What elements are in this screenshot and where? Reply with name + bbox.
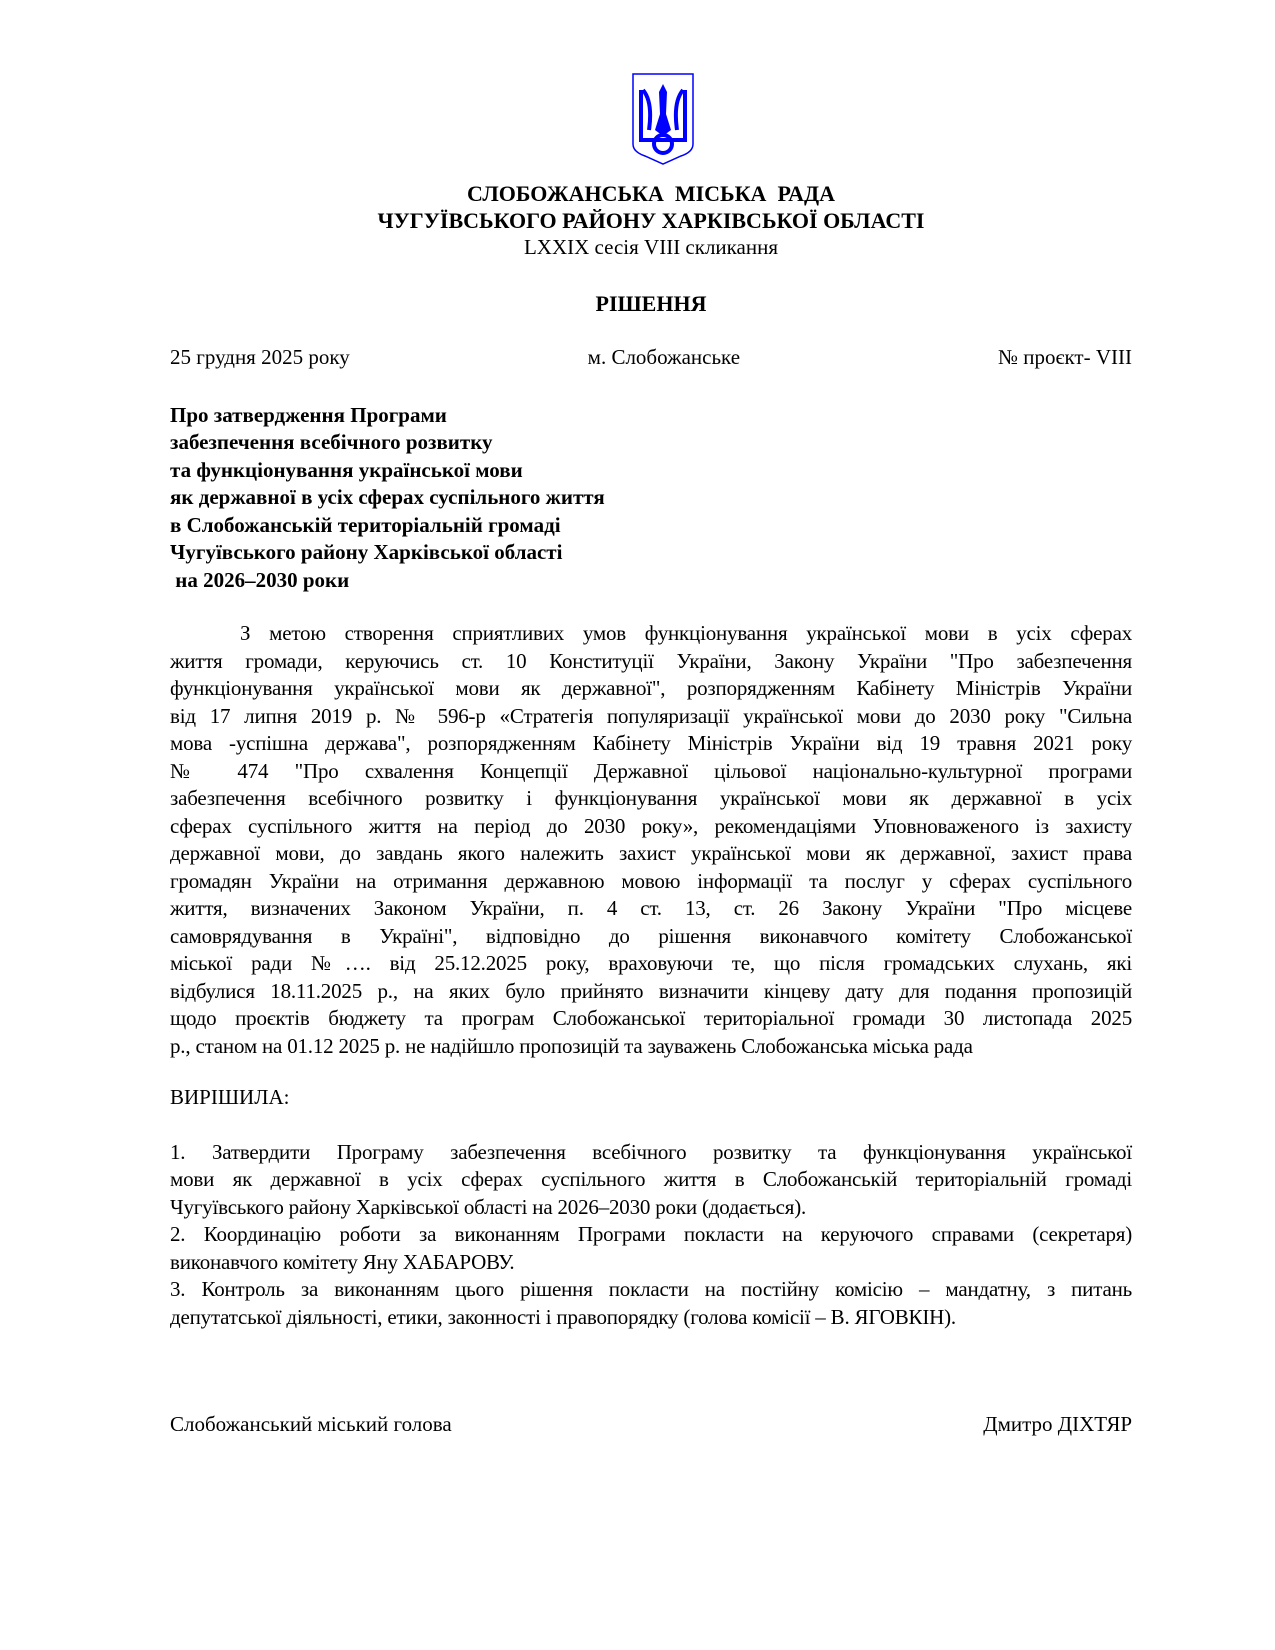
item-line: Чугуївського району Харківської області на 2026–2030 роки (додається). bbox=[170, 1194, 807, 1219]
title-line: як державної в усіх сферах суспільного життя bbox=[170, 485, 605, 509]
council-name: СЛОБОЖАНСЬКА МІСЬКА РАДА bbox=[467, 181, 835, 206]
signature-position: Слобожанський міський голова bbox=[170, 1412, 452, 1436]
date-place-number-row bbox=[170, 344, 1132, 372]
district-name: ЧУГУЇВСЬКОГО РАЙОНУ ХАРКІВСЬКОЇ ОБЛАСТІ bbox=[377, 208, 925, 233]
preamble-line: функціонування української мови як державної", розпорядженням Кабінету Міністрів України bbox=[170, 676, 1132, 700]
title-line: забезпечення всебічного розвитку bbox=[170, 430, 493, 454]
resolved-heading: ВИРІШИЛА: bbox=[170, 1085, 290, 1109]
item-line: 2. Координацію роботи за виконанням Програми покласти на керуючого справами (секретаря) bbox=[170, 1222, 1132, 1246]
item-line: 1. Затвердити Програму забезпечення всебічного розвитку та функціонування української bbox=[170, 1139, 1132, 1164]
preamble-line: З метою створення сприятливих умов функціонування української мови в усіх сферах bbox=[240, 621, 1132, 645]
title-line: на 2026–2030 роки bbox=[170, 567, 350, 592]
preamble-line: громадян України на отримання державною мовою інформації та послуг у сферах суспільного bbox=[170, 868, 1132, 893]
preamble-line: відбулися 18.11.2025 р., на яких було прийнято визначити кінцеву дату для подання пропозицій bbox=[170, 978, 1132, 1003]
preamble-line: р., станом на 01.12 2025 р. не надійшло пропозицій та зауважень Слобожанська міська рада bbox=[170, 1033, 973, 1058]
item-line: депутатської діяльності, етики, законності і правопорядку (голова комісії – В. ЯГОВКІН). bbox=[170, 1304, 956, 1329]
item-line: мови як державної в усіх сферах суспільного життя в Слобожанській територіальній громаді bbox=[170, 1167, 1132, 1191]
preamble-line: забезпечення всебічного розвитку і функціонування української мови як державної в усіх bbox=[170, 786, 1132, 810]
preamble-line: самоврядування в Україні", відповідно до рішення виконавчого комітету Слобожанської bbox=[170, 923, 1132, 948]
preamble-line: життя громади, керуючись ст. 10 Конституції України, Закону України "Про забезпечення bbox=[170, 648, 1132, 673]
title-line: в Слобожанській територіальній громаді bbox=[170, 512, 561, 537]
decision-title bbox=[170, 402, 1132, 595]
preamble-line: міської ради №…. від 25.12.2025 року, враховуючи те, що після громадських слухань, які bbox=[170, 951, 1132, 975]
preamble-line: № 474 "Про схвалення Концепції Державної цільової національно-культурної програми bbox=[170, 758, 1132, 783]
signature-name: Дмитро ДІХТЯР bbox=[983, 1412, 1132, 1436]
coat-of-arms-trident-icon bbox=[631, 72, 695, 166]
preamble-line: сферах суспільного життя на період до 2030 року», рекомендаціями Уповноваженого із захисту bbox=[170, 813, 1132, 838]
preamble-line: від 17 липня 2019 р. № 596-р «Стратегія популяризації української мови до 2030 року "Сильна bbox=[170, 703, 1132, 728]
preamble-line: щодо проєктів бюджету та програм Слобожанської територіальної громади 30 листопада 2025 bbox=[170, 1006, 1132, 1030]
document-number: № проєкт- VIII bbox=[997, 345, 1132, 369]
preamble-line: життя, визначених Законом України, п. 4 ст. 13, ст. 26 Закону України "Про місцеве bbox=[170, 896, 1132, 920]
item-line: виконавчого комітету Яну ХАБАРОВУ. bbox=[170, 1249, 515, 1274]
signature-row bbox=[170, 1411, 1132, 1439]
document-date: 25 грудня 2025 року bbox=[170, 345, 350, 369]
title-line: та функціонування української мови bbox=[170, 457, 523, 482]
item-line: 3. Контроль за виконанням цього рішення покласти на постійну комісію – мандатну, з питань bbox=[170, 1277, 1132, 1301]
document-place: м. Слобожанське bbox=[587, 345, 741, 369]
preamble-line: мова -успішна держава", розпорядженням Кабінету Міністрів України від 19 травня 2021 року bbox=[170, 731, 1132, 755]
document-type: РІШЕННЯ bbox=[595, 291, 707, 316]
session-info: LXXIX сесія VIII скликання bbox=[523, 235, 779, 259]
preamble-line: державної мови, до завдань якого належить захист української мови як державної, захист права bbox=[170, 841, 1132, 865]
title-line: Про затвердження Програми bbox=[170, 402, 447, 427]
document-body bbox=[170, 180, 1132, 1439]
title-line: Чугуївського району Харківської області bbox=[170, 540, 563, 564]
decision-items bbox=[170, 1139, 1132, 1332]
preamble bbox=[170, 620, 1132, 1060]
